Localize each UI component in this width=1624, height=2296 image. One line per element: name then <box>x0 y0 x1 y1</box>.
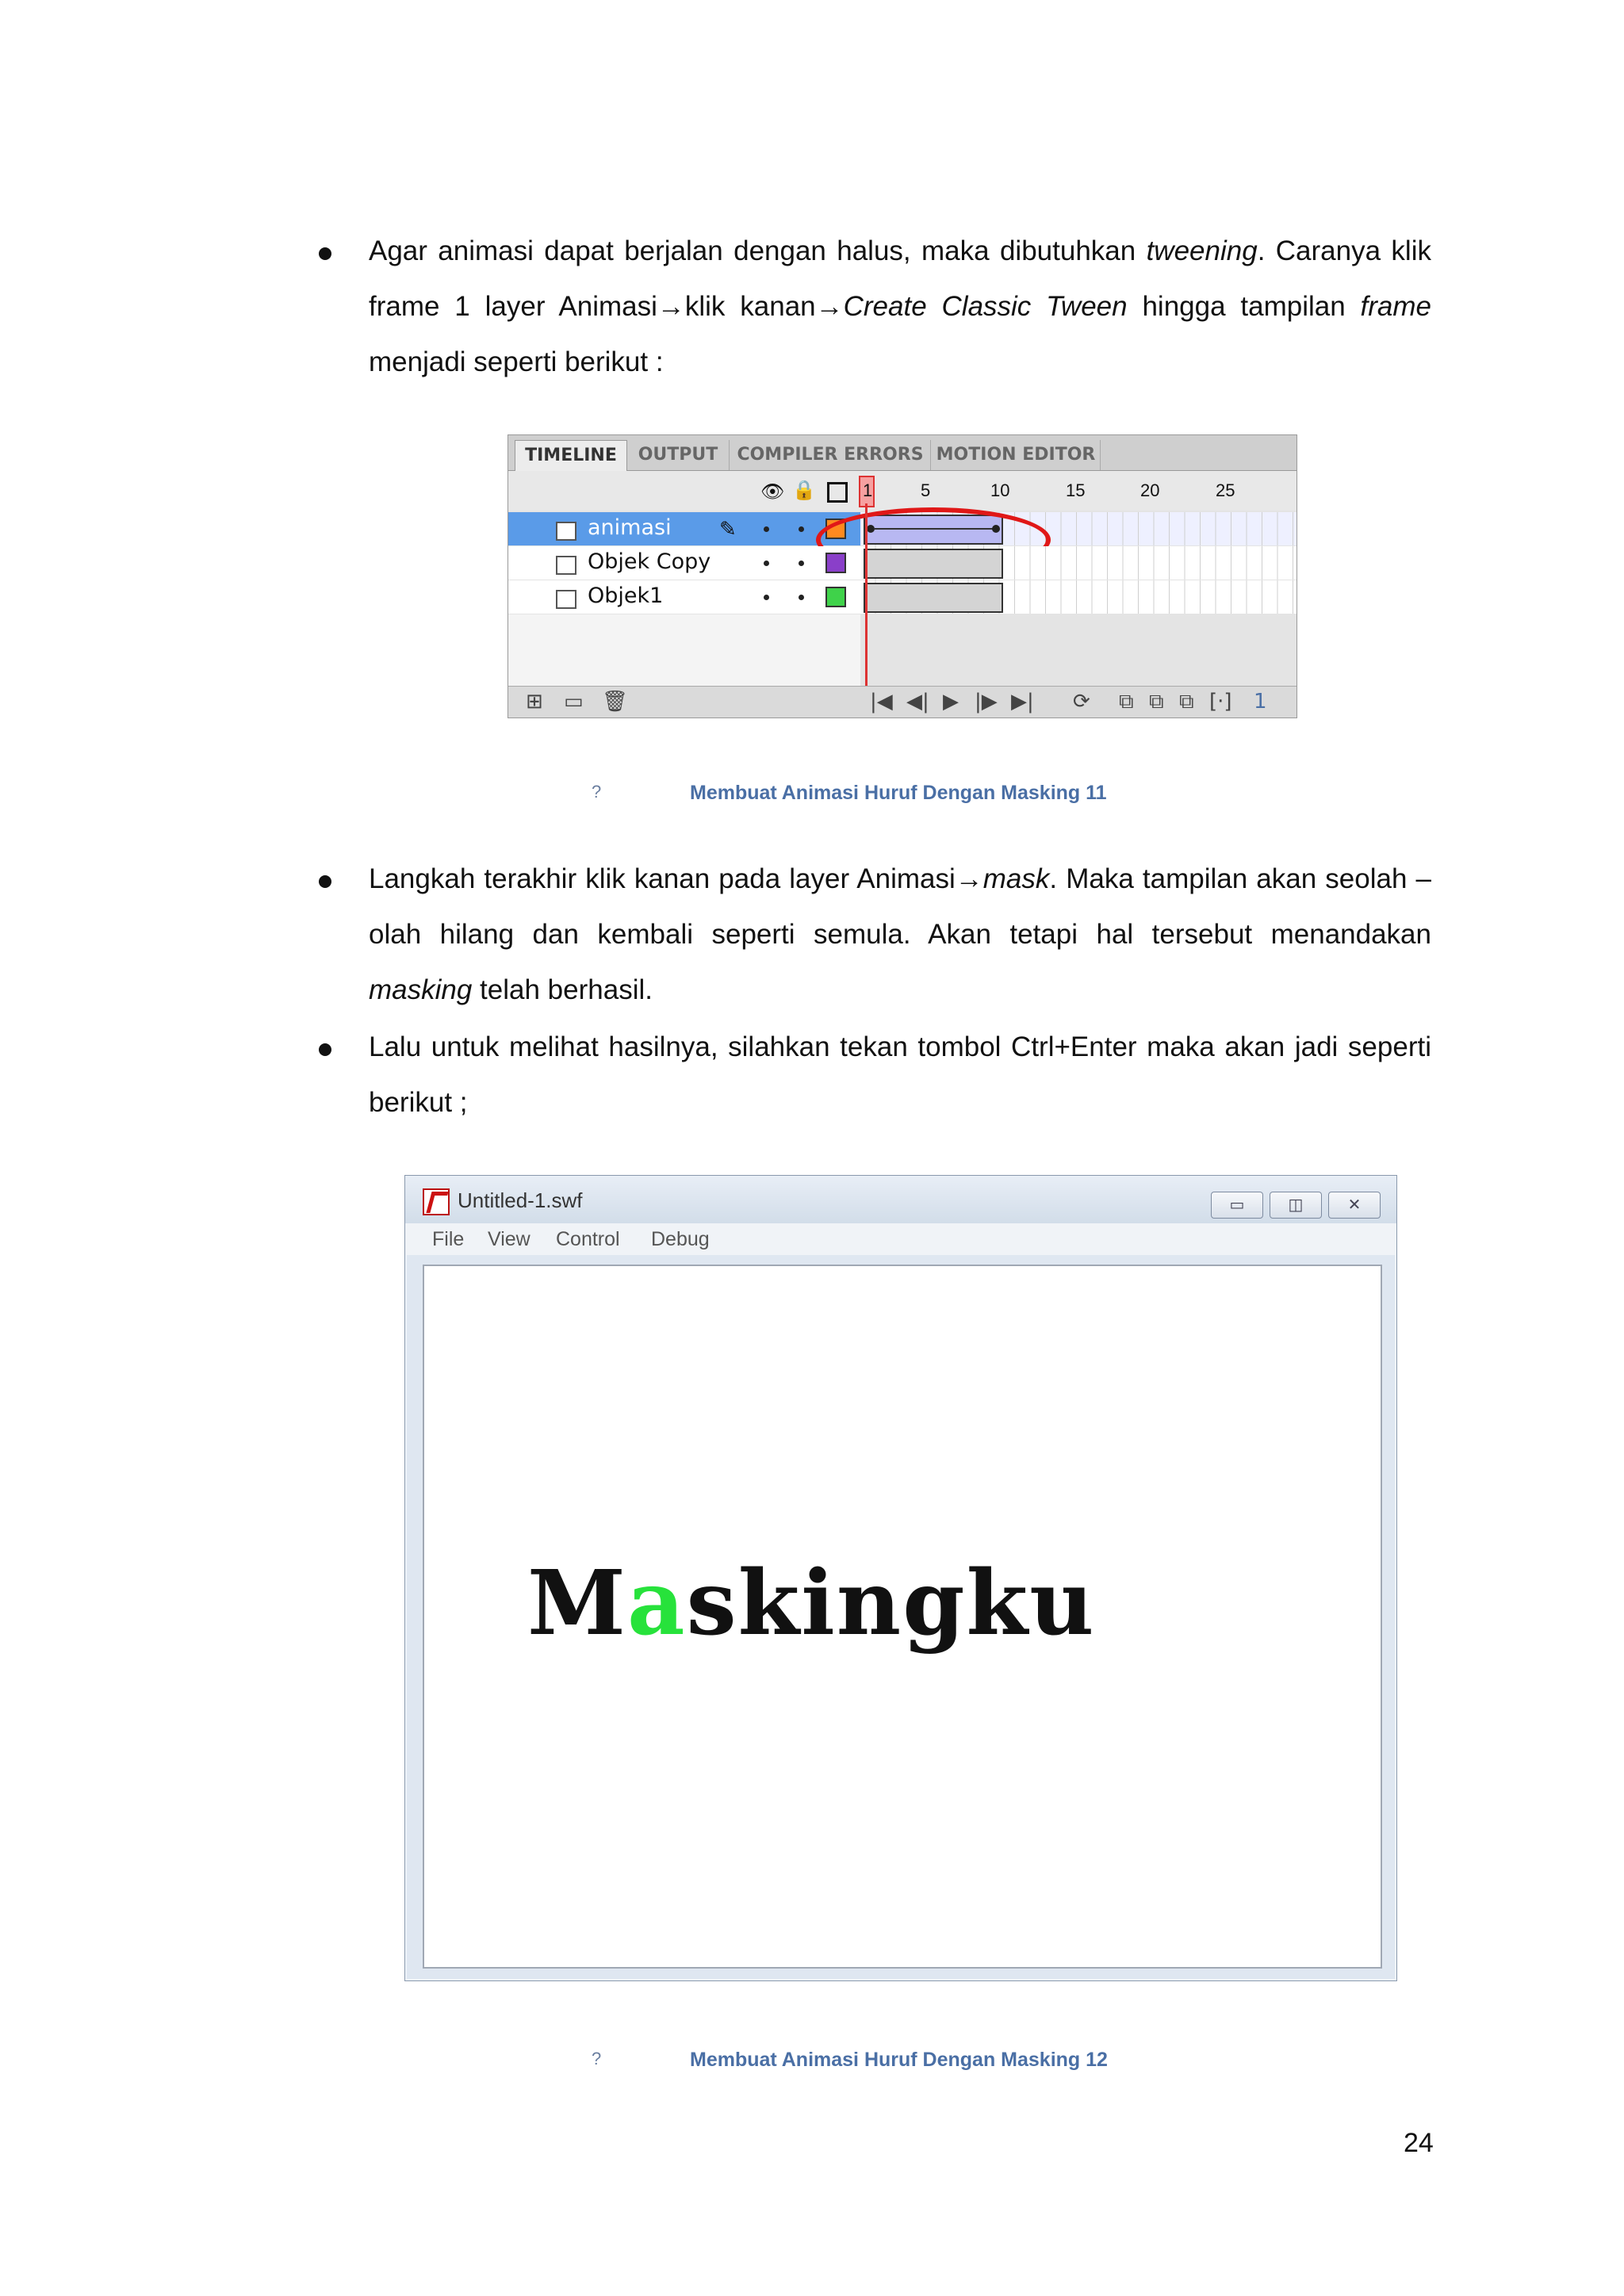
masked-text <box>527 1552 1096 1655</box>
layer-row[interactable] <box>508 580 1297 614</box>
text-run: hingga tampilan <box>1127 291 1361 322</box>
eye-icon[interactable]: 👁 <box>760 481 785 503</box>
italic-term: tweening <box>1146 235 1258 266</box>
text-run: . Caranya klik frame 1 layer Animasi→klik kanan→ <box>369 235 1431 322</box>
onion-outline-icon[interactable]: ⧉ <box>1149 690 1164 714</box>
paragraph-mask-step <box>369 851 1431 1018</box>
bullet <box>319 875 331 888</box>
play-button[interactable]: ▶ <box>943 690 959 714</box>
frame-number: 5 <box>921 480 931 500</box>
trash-icon[interactable]: 🗑 <box>602 690 629 714</box>
timeline-tabs <box>508 435 1297 471</box>
caption-text: Membuat Animasi Huruf Dengan Masking 12 <box>690 2049 1108 2071</box>
frame-number: 20 <box>1140 480 1160 500</box>
visible-dot[interactable] <box>764 595 769 600</box>
menu-control[interactable]: Control <box>556 1228 620 1250</box>
go-last-button[interactable]: ▶| <box>1011 690 1034 714</box>
go-first-button[interactable]: |◀ <box>870 690 893 714</box>
layer-row[interactable] <box>508 546 1297 580</box>
flash-stage[interactable] <box>423 1265 1382 1969</box>
text-run: Langkah terakhir klik kanan pada layer Animasi→ <box>369 863 983 894</box>
tab-timeline[interactable]: TIMELINE <box>515 440 627 471</box>
timeline-controls <box>508 686 1297 718</box>
menu-view[interactable]: View <box>488 1228 530 1250</box>
timeline-panel <box>508 434 1297 718</box>
tab-output[interactable]: OUTPUT <box>627 440 730 470</box>
italic-term: Create Classic Tween <box>843 291 1128 322</box>
layer-color-swatch[interactable] <box>825 553 846 573</box>
pencil-icon: ✎ <box>719 517 737 541</box>
visible-dot[interactable] <box>764 561 769 566</box>
step-forward-button[interactable]: |▶ <box>975 690 998 714</box>
frame-span[interactable] <box>864 549 1003 579</box>
onion-skin-icon[interactable]: ⧉ <box>1119 690 1134 714</box>
maximize-button[interactable]: ◫ <box>1270 1192 1322 1219</box>
tab-compiler-errors[interactable]: COMPILER ERRORS <box>730 440 931 470</box>
frame-number: 1 <box>863 480 873 500</box>
layer-color-swatch[interactable] <box>825 587 846 607</box>
timeline-header <box>508 471 1297 511</box>
window-menubar <box>405 1223 1396 1255</box>
layer-panel <box>508 580 860 614</box>
loop-icon[interactable]: ⟳ <box>1073 690 1090 714</box>
window-title: Untitled-1.swf <box>458 1188 583 1212</box>
bullet <box>319 247 331 260</box>
italic-term: masking <box>369 974 473 1005</box>
text-run: skingku <box>686 1552 1096 1655</box>
layer-name[interactable]: Objek Copy <box>588 549 711 574</box>
frame-span[interactable] <box>864 583 1003 613</box>
frame-number: 25 <box>1216 480 1235 500</box>
menu-file[interactable]: File <box>432 1228 465 1250</box>
window-titlebar[interactable] <box>405 1176 1396 1223</box>
swf-player-window <box>404 1175 1397 1981</box>
layer-icon <box>556 590 576 609</box>
italic-term: mask <box>982 863 1050 894</box>
frame-number: 15 <box>1066 480 1086 500</box>
text-run: M <box>527 1552 627 1655</box>
empty-layer-area <box>508 614 860 686</box>
italic-term: frame <box>1360 291 1431 322</box>
layer-panel <box>508 546 860 580</box>
menu-debug[interactable]: Debug <box>651 1228 710 1250</box>
paragraph-ctrl-enter <box>369 1020 1431 1131</box>
new-layer-icon[interactable]: ⊞ <box>526 690 543 714</box>
layer-panel <box>508 512 860 545</box>
edit-frames-icon[interactable]: ⧉ <box>1179 690 1194 714</box>
tab-motion-editor[interactable]: MOTION EDITOR <box>932 440 1101 470</box>
step-back-button[interactable]: ◀| <box>906 690 929 714</box>
lock-dot[interactable] <box>799 561 804 566</box>
markers-icon[interactable]: [·] <box>1209 690 1232 714</box>
caption-icon: ? <box>592 782 602 802</box>
layer-icon <box>556 556 576 575</box>
layer-name[interactable]: Objek1 <box>588 584 664 608</box>
minimize-button[interactable]: ▭ <box>1211 1192 1263 1219</box>
text-run: Lalu untuk melihat hasilnya, silahkan tekan tombol Ctrl+Enter maka akan jadi seperti berikut ; <box>369 1031 1431 1118</box>
text-run: telah berhasil. <box>472 974 653 1005</box>
page-number: 24 <box>1404 2128 1434 2158</box>
text-run: Agar animasi dapat berjalan dengan halus, maka dibutuhkan <box>369 235 1147 266</box>
outline-icon[interactable] <box>827 482 848 503</box>
lock-icon[interactable]: 🔒 <box>792 480 816 501</box>
current-frame-readout: 1 <box>1254 690 1267 714</box>
close-button[interactable]: ✕ <box>1328 1192 1381 1219</box>
flash-player-icon <box>423 1188 450 1215</box>
bullet <box>319 1043 331 1056</box>
caption-text: Membuat Animasi Huruf Dengan Masking 11 <box>690 782 1107 804</box>
text-run: . Maka tampilan akan seolah – olah hilang dan kembali seperti semula. Akan tetapi hal tersebut menandakan <box>369 863 1431 950</box>
text-run: menjadi seperti berikut : <box>369 346 664 377</box>
new-folder-icon[interactable]: ▭ <box>564 690 584 714</box>
frame-number: 10 <box>990 480 1010 500</box>
layer-row[interactable] <box>508 512 1297 545</box>
highlighted-letter: a <box>626 1552 687 1655</box>
paragraph-tween-instructions <box>369 224 1431 390</box>
visible-dot[interactable] <box>764 526 769 532</box>
layer-name[interactable]: animasi <box>588 515 672 540</box>
lock-dot[interactable] <box>799 595 804 600</box>
caption-icon: ? <box>592 2049 602 2068</box>
lock-dot[interactable] <box>799 526 804 532</box>
layer-icon <box>556 522 576 541</box>
